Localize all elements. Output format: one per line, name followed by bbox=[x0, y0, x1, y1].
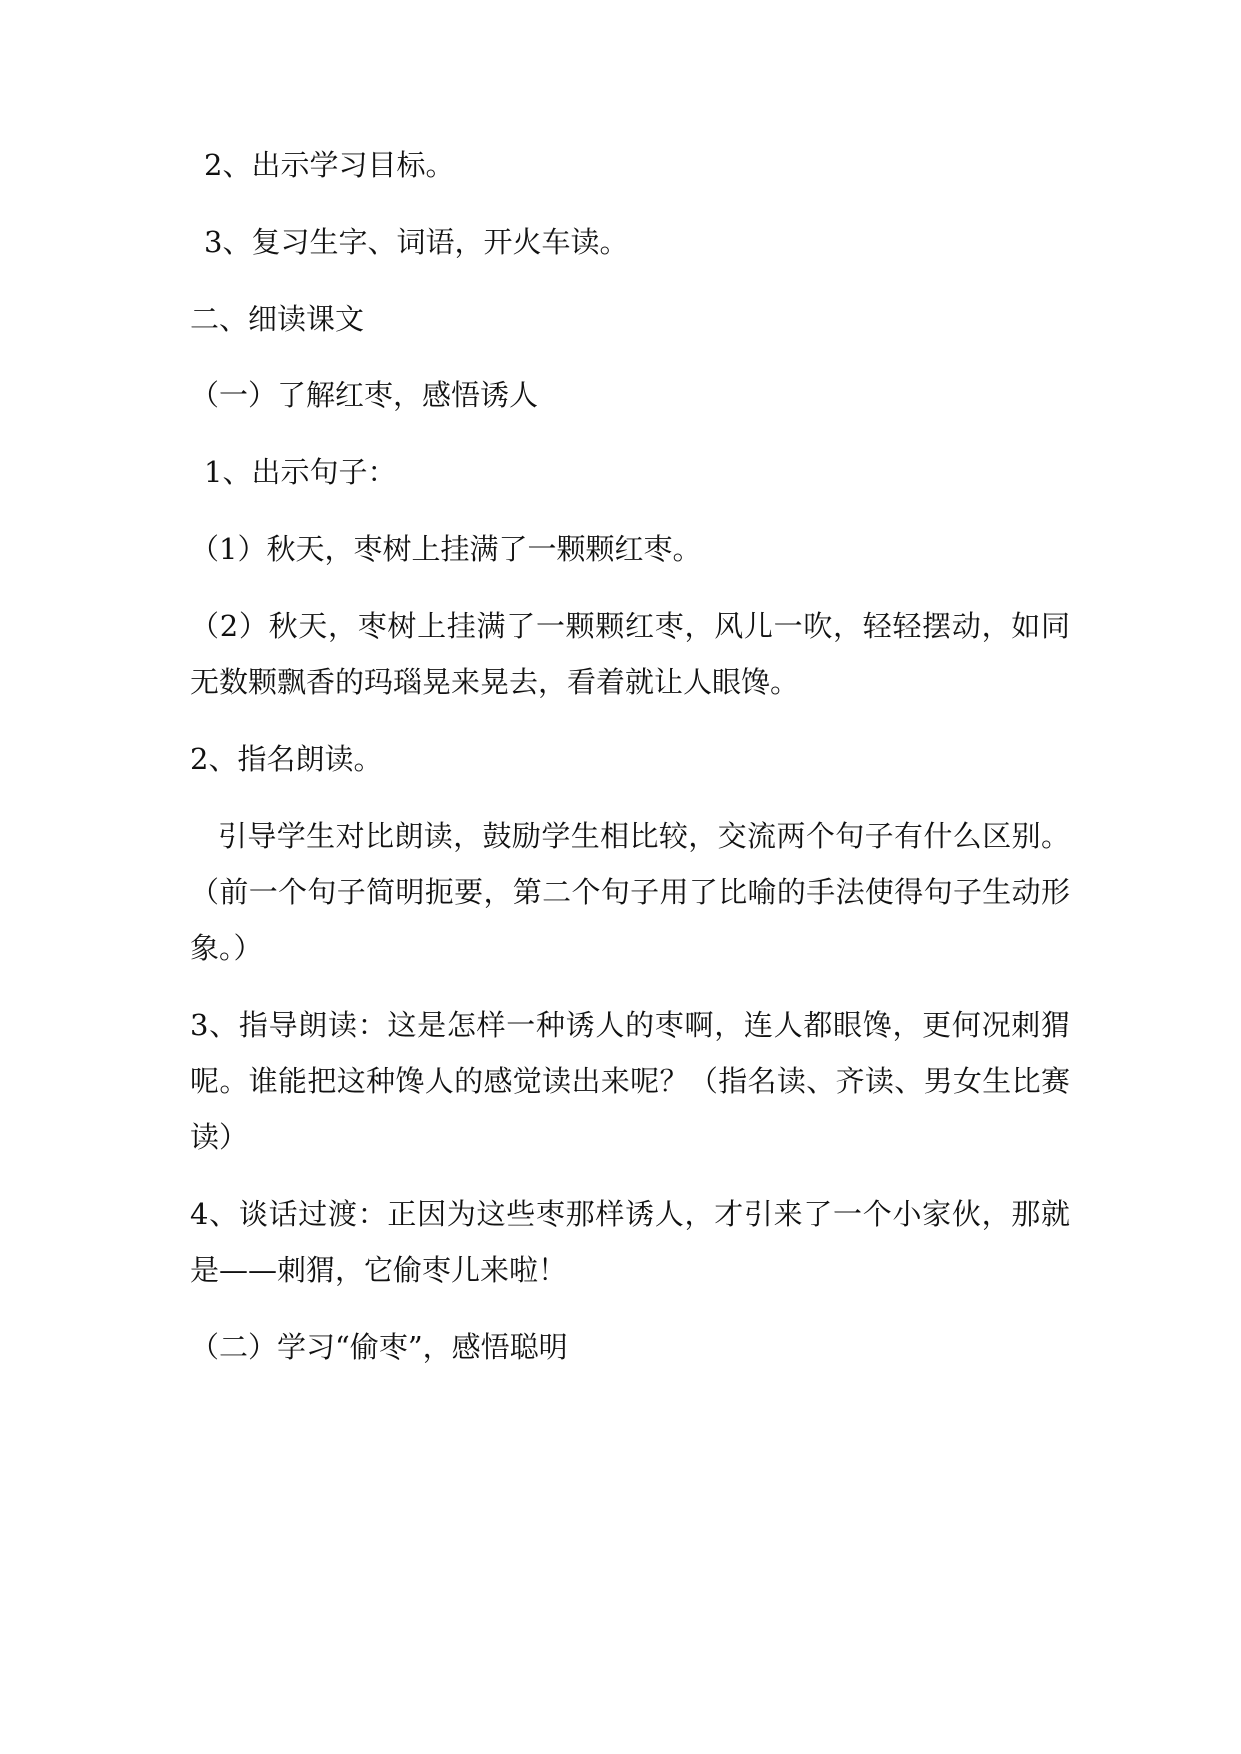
paragraph-line: 4、谈话过渡：正因为这些枣那样诱人，才引来了一个小家伙，那就 bbox=[190, 1197, 1070, 1231]
paragraph-line: 是——刺猬，它偷枣儿来啦！ bbox=[190, 1253, 568, 1287]
paragraph-line: 3、指导朗读：这是怎样一种诱人的枣啊，连人都眼馋，更何况刺猬 bbox=[190, 1008, 1070, 1042]
subsection-heading: （一）了解红枣，感悟诱人 bbox=[190, 378, 539, 412]
paragraph-line: 2、出示学习目标。 bbox=[204, 148, 455, 182]
paragraph-line: 呢。谁能把这种馋人的感觉读出来呢？（指名读、齐读、男女生比赛 bbox=[190, 1064, 1070, 1098]
paragraph-line: 象。） bbox=[190, 931, 263, 965]
paragraph-line: 1、出示句子： bbox=[204, 455, 397, 489]
paragraph-line: （2）秋天，枣树上挂满了一颗颗红枣，风儿一吹，轻轻摆动，如同 bbox=[190, 609, 1070, 643]
paragraph-line: 引导学生对比朗读，鼓励学生相比较，交流两个句子有什么区别。 bbox=[218, 819, 1070, 853]
paragraph-line: （前一个句子简明扼要，第二个句子用了比喻的手法使得句子生动形 bbox=[190, 875, 1070, 909]
paragraph-line: 2、指名朗读。 bbox=[190, 742, 383, 776]
paragraph-line: 无数颗飘香的玛瑙晃来晃去，看着就让人眼馋。 bbox=[190, 665, 800, 699]
subsection-heading: （二）学习“偷枣”，感悟聪明 bbox=[190, 1330, 568, 1364]
paragraph-line: 读） bbox=[190, 1120, 249, 1154]
paragraph-line: 3、复习生字、词语，开火车读。 bbox=[204, 225, 629, 259]
section-heading: 二、细读课文 bbox=[190, 302, 365, 336]
paragraph-line: （1）秋天，枣树上挂满了一颗颗红枣。 bbox=[190, 532, 702, 566]
